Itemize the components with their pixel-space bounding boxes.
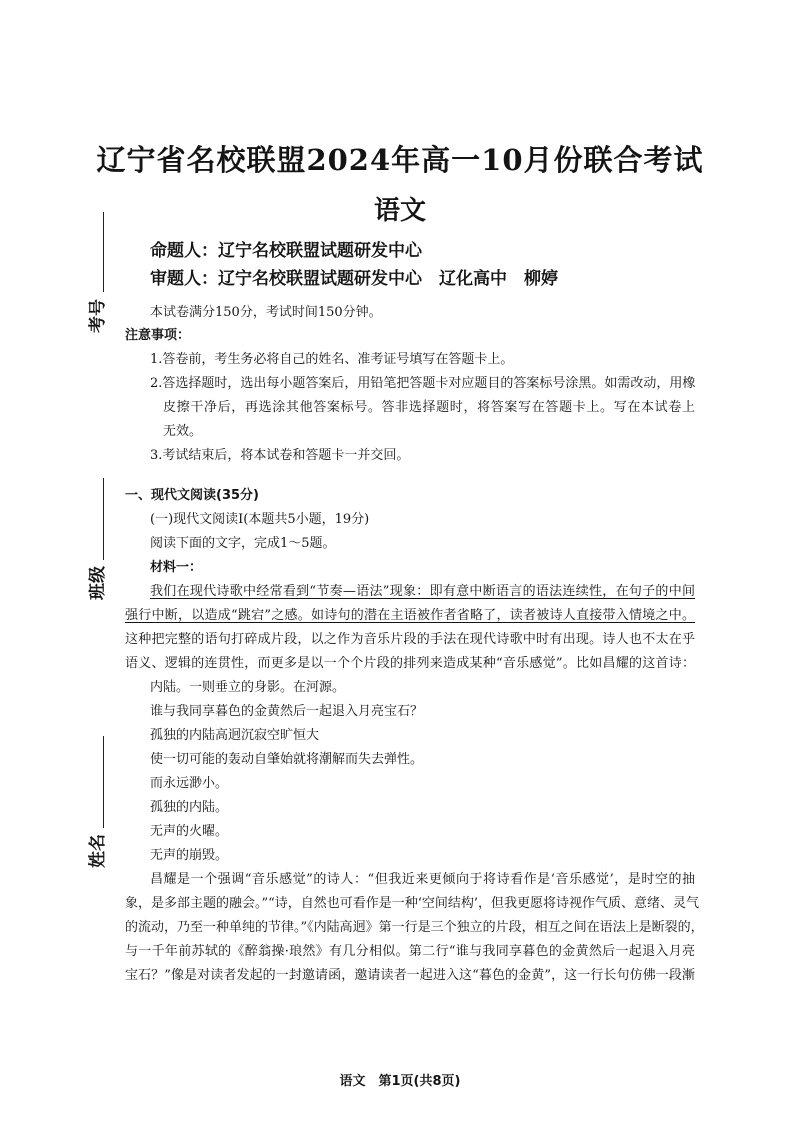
notice-item: 无效。 [163, 424, 203, 439]
notice-item: 2.答选择题时，选出每小题答案后，用铅笔把答题卡对应题目的答案标号涂黑。如需改动，用橡 [150, 376, 696, 391]
reviewer-line: 审题人：辽宁名校联盟试题研发中心 辽化高中 柳婷 [150, 269, 558, 289]
notice-heading: 注意事项： [125, 328, 191, 343]
paragraph-line: 强行中断，以造成“跳宕”之感。如诗句的潜在主语被作者省略了，读者被诗人直接带入情境之中。 [125, 608, 695, 623]
paragraph-line: 与一千年前苏轼的《醉翁操·琅然》有几分相似。第二行“谁与我同享暮色的金黄然后一起退入月亮 [125, 944, 695, 959]
paragraph-line: 象，是多部主题的融会。”“诗，自然也可看作是一种‘空间结构’，但我更愿将诗视作气质、意绪、灵气 [125, 896, 700, 911]
poem-line: 孤独的内陆高迥沉寂空旷恒大 [150, 728, 320, 743]
notice-item: 1.答卷前，考生务必将自己的姓名、准考证号填写在答题卡上。 [150, 352, 514, 367]
page-footer: 语文 第1页(共8页) [339, 1074, 461, 1089]
paragraph-line: 这种把完整的语句打碎成片段，以之作为音乐片段的手法在现代诗歌中时有出现。诗人也不太在乎 [125, 632, 695, 647]
class-label: 班级 [88, 566, 108, 600]
paragraph-line: 宝石？”像是对读者发起的一封邀请函，邀请读者一起进入这“暮色的金黄”，这一行长句仿佛一段漸 [125, 968, 695, 983]
setter-line: 命题人：辽宁名校联盟试题研发中心 [150, 241, 422, 261]
exam-no-label: 考号 [88, 299, 108, 333]
class-rule [103, 478, 104, 560]
subject-title: 语文 [373, 196, 426, 226]
poem-line: 而永远渺小。 [150, 776, 229, 791]
material-label: 材料一： [150, 560, 203, 575]
paragraph-line: 我们在现代诗歌中经常看到“节奏—语法”现象：即有意中断语言的语法连续性，在句子的中间 [150, 584, 695, 599]
poem-line: 内陆。一则垂立的身影。在河源。 [150, 680, 346, 695]
subsection-heading: (一)现代文阅读Ⅰ(本题共5小题，19分) [150, 512, 370, 527]
name-rule [103, 736, 104, 828]
notice-item: 皮擦干净后，再选涂其他答案标号。答非选择题时，将答案写在答题卡上。写在本试卷上 [163, 400, 695, 415]
poem-line: 无声的火曜。 [150, 824, 229, 839]
paragraph-line: 语义、逻辑的连贯性，而更多是以一个个片段的排列来造成某种“音乐感觉”。比如昌耀的这首诗： [125, 656, 695, 671]
poem-line: 孤独的内陆。 [150, 800, 229, 815]
paragraph-line: 昌耀是一个强调“音乐感觉”的诗人：“但我近来更倾向于将诗看作是‘音乐感觉’，是时空的抽 [150, 872, 695, 887]
name-label: 姓名 [88, 834, 108, 868]
notice-item: 3.考试结束后，将本试卷和答题卡一并交回。 [150, 448, 410, 463]
section-heading: 一、现代文阅读(35分) [125, 488, 259, 503]
paragraph-line: 的流动，乃至一种单纯的节律。”《内陆高迥》第一行是三个独立的片段，相互之间在语法上是断裂的， [125, 920, 704, 935]
poem-line: 谁与我同享暮色的金黄然后一起退入月亮宝石？ [150, 704, 424, 719]
reading-instruction: 阅读下面的文字，完成1～5题。 [150, 536, 336, 551]
poem-line: 使一切可能的轰动自肇始就将潮解而失去弹性。 [150, 752, 424, 767]
exam-intro: 本试卷满分150分，考试时间150分钟。 [150, 305, 382, 320]
poem-line: 无声的崩毁。 [150, 848, 229, 863]
exam-title: 辽宁省名校联盟2024年高一10月份联合考试 [96, 143, 704, 177]
